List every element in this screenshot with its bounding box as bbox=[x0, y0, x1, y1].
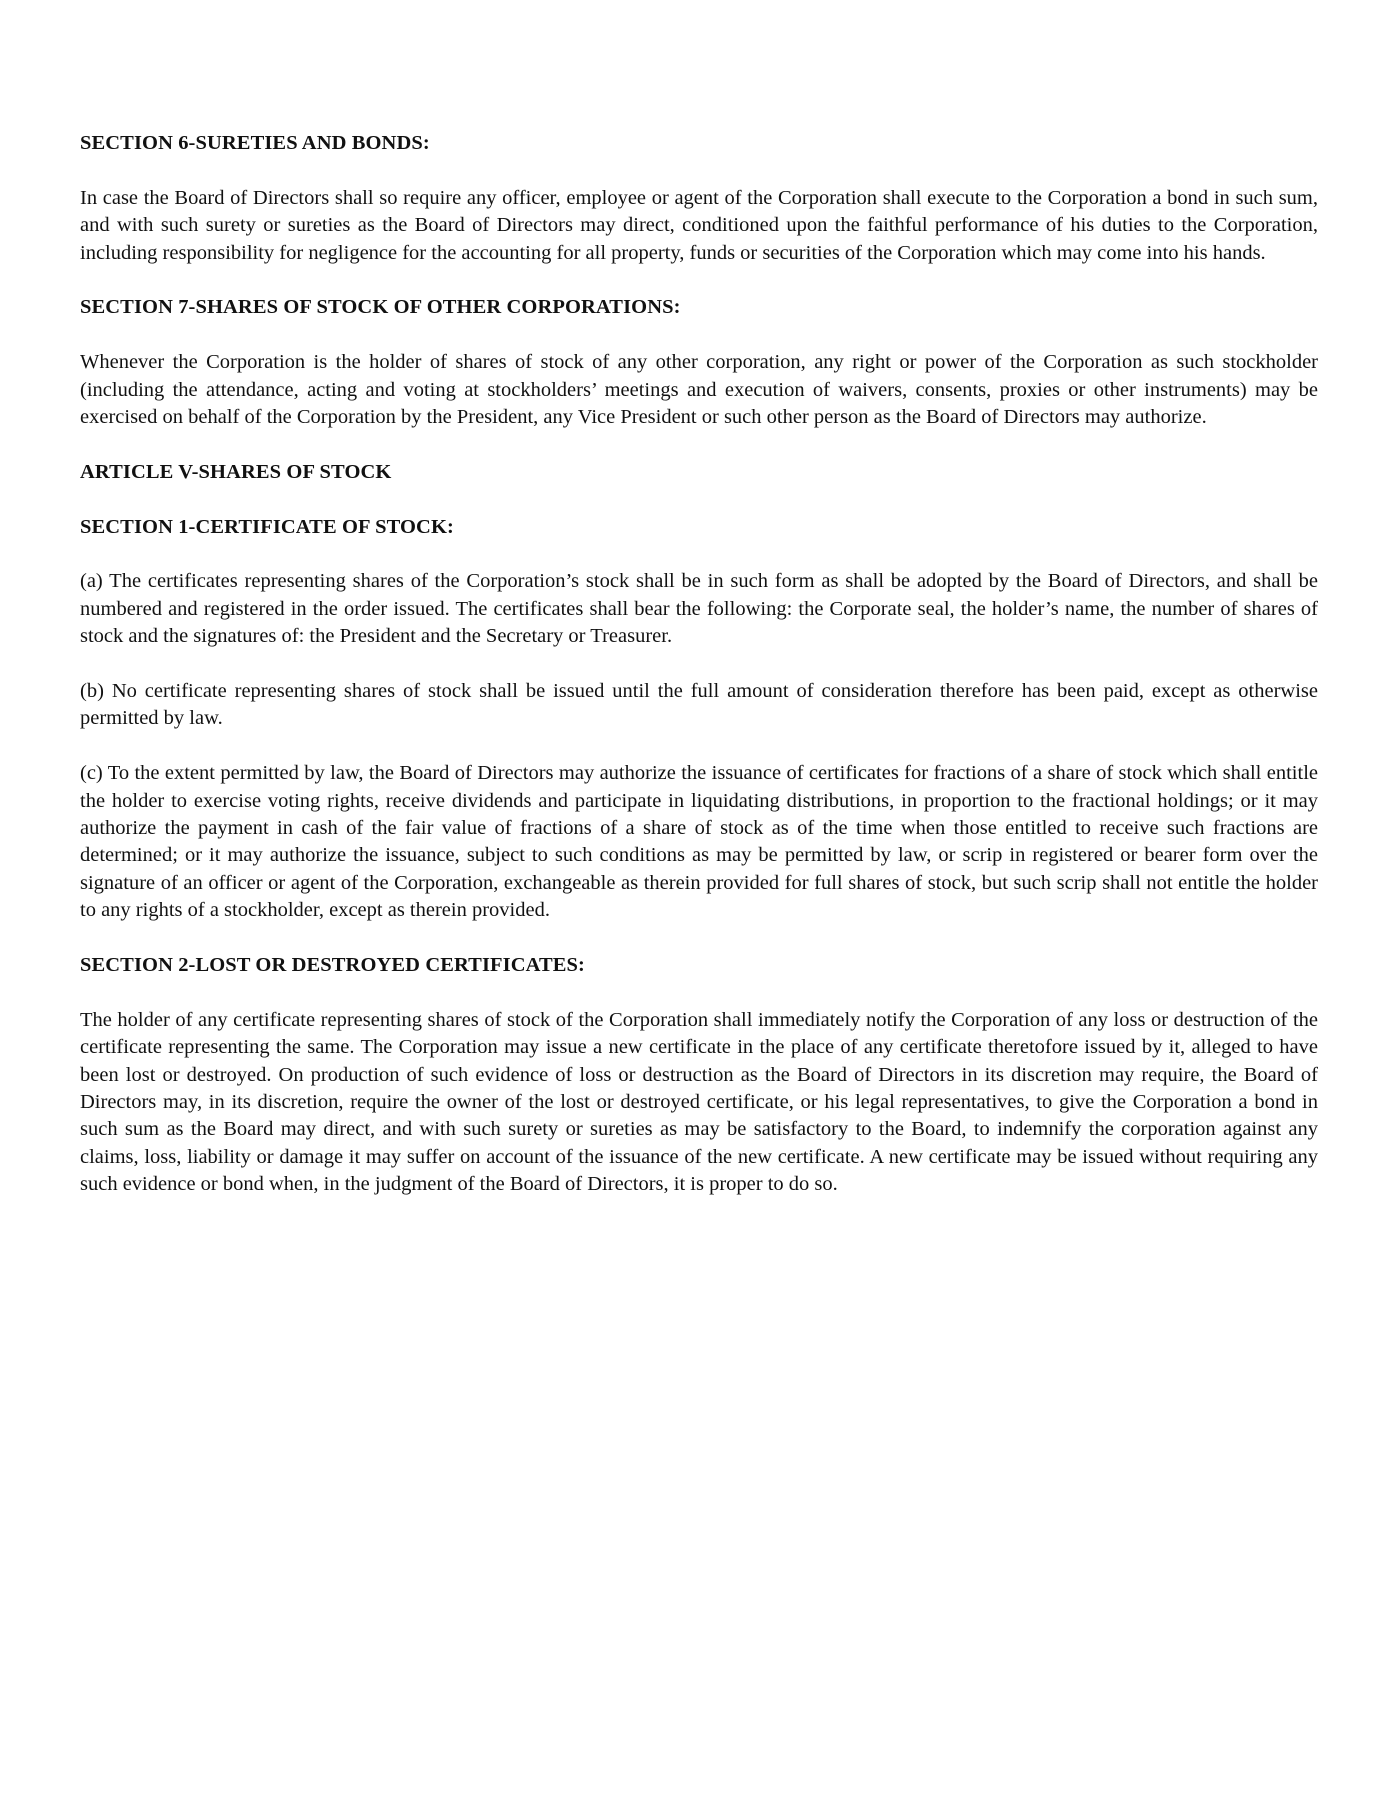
spacer bbox=[80, 322, 1318, 349]
spacer bbox=[80, 431, 1318, 458]
section-6-paragraph: In case the Board of Directors shall so require any officer, employee or agent of the Corporation shall execute to the Corporation a bond in such sum, and with such surety or sureties as the Board of Directors may direct, conditioned upon the faithful performance of his duties to the Corporation, including responsibility for negligence for the accounting for all property, funds or securities of the Corporation which may come into his hands. bbox=[80, 186, 1318, 264]
section-2-heading: SECTION 2-LOST OR DESTROYED CERTIFICATES: bbox=[80, 954, 585, 977]
section-7-paragraph: Whenever the Corporation is the holder of shares of stock of any other corporation, any right or power of the Corporation as such stockholder (including the attendance, acting and voting at stockholders’ meetings and execution of waivers, consents, proxies or other instruments) may be exercised on behalf of the Corporation by the President, any Vice President or such other person as the Board of Directors may authorize. bbox=[80, 351, 1318, 429]
document-page bbox=[80, 130, 1318, 1199]
spacer bbox=[80, 651, 1318, 678]
section-1-heading: SECTION 1-CERTIFICATE OF STOCK: bbox=[80, 515, 454, 538]
spacer bbox=[80, 733, 1318, 760]
section-2-paragraph: The holder of any certificate representing shares of stock of the Corporation shall immediately notify the Corporation of any loss or destruction of the certificate representing the same. The Corporation may issue a new certificate in the place of any certificate theretofore issued by it, alleged to have been lost or destroyed. On production of such evidence of loss or destruction as the Board of Directors in its discretion may require, the Board of Directors may, in its discretion, require the owner of the lost or destroyed certificate, or his legal representatives, to give the Corporation a bond in such sum as the Board may direct, and with such surety or sureties as may be satisfactory to the Board, to indemnify the corporation against any claims, loss, liability or damage it may suffer on account of the issuance of the new certificate. A new certificate may be issued without requiring any such evidence or bond when, in the judgment of the Board of Directors, it is proper to do so. bbox=[80, 1008, 1318, 1196]
spacer bbox=[80, 267, 1318, 294]
spacer bbox=[80, 157, 1318, 184]
spacer bbox=[80, 486, 1318, 513]
spacer bbox=[80, 979, 1318, 1006]
section-1c-paragraph: (c) To the extent permitted by law, the Board of Directors may authorize the issuance of certificates for fractions of a share of stock which shall entitle the holder to exercise voting rights, receive dividends and participate in liquidating distributions, in proportion to the fractional holdings; or it may authorize the payment in cash of the fair value of fractions of a share of stock as of the time when those entitled to receive such fractions are determined; or it may authorize the issuance, subject to such conditions as may be permitted by law, or scrip in registered or bearer form over the signature of an officer or agent of the Corporation, exchangeable as therein provided for full shares of stock, but such scrip shall not entitle the holder to any rights of a stockholder, except as therein provided. bbox=[80, 762, 1318, 922]
spacer bbox=[80, 541, 1318, 568]
section-7-heading: SECTION 7-SHARES OF STOCK OF OTHER CORPORATIONS: bbox=[80, 296, 681, 319]
article-5-heading: ARTICLE V-SHARES OF STOCK bbox=[80, 460, 392, 483]
spacer bbox=[80, 925, 1318, 952]
section-1b-paragraph: (b) No certificate representing shares of stock shall be issued until the full amount of consideration therefore has been paid, except as otherwise permitted by law. bbox=[80, 680, 1318, 730]
section-6-heading: SECTION 6-SURETIES AND BONDS: bbox=[80, 132, 430, 154]
section-1a-paragraph: (a) The certificates representing shares of the Corporation’s stock shall be in such form as shall be adopted by the Board of Directors, and shall be numbered and registered in the order issued. The certificates shall bear the following: the Corporate seal, the holder’s name, the number of shares of stock and the signatures of: the President and the Secretary or Treasurer. bbox=[80, 570, 1318, 648]
